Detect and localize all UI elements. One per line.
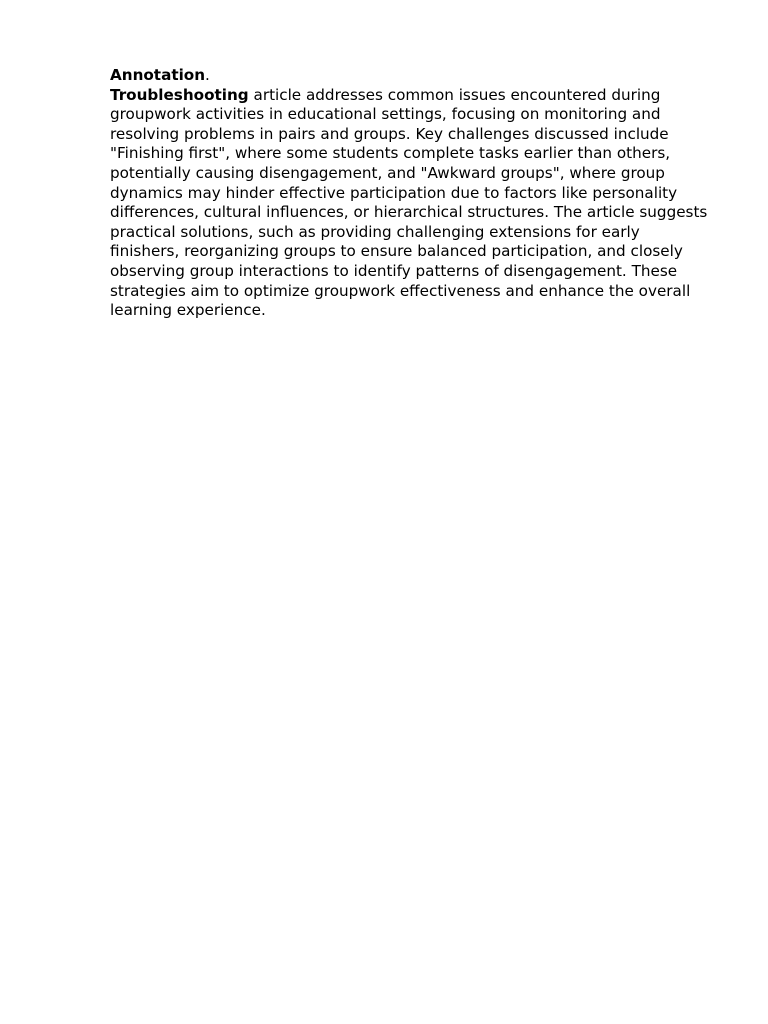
annotation-paragraph [110,86,710,321]
annotation-heading-suffix: . [205,66,210,84]
annotation-body-text: article addresses common issues encountered during groupwork activities in educational settings, focusing on monitoring and resolving problems in pairs and groups. Key challenges discussed include "Finishing first", where some students complete tasks earlier than others, potentially causing disengagement, and "Awkward groups", where group dynamics may hinder effective participation due to factors like personality differences, cultural influences, or hierarchical structures. The article suggests practical solutions, such as providing challenging extensions for early finishers, reorganizing groups to ensure balanced participation, and closely observing group interactions to identify patterns of disengagement. These strategies aim to optimize groupwork effectiveness and enhance the overall learning experience. [110,85,708,320]
document-page [110,66,710,321]
annotation-lead-term: Troubleshooting [110,85,249,104]
annotation-heading: Annotation [110,66,206,84]
annotation-heading-line [110,66,710,86]
